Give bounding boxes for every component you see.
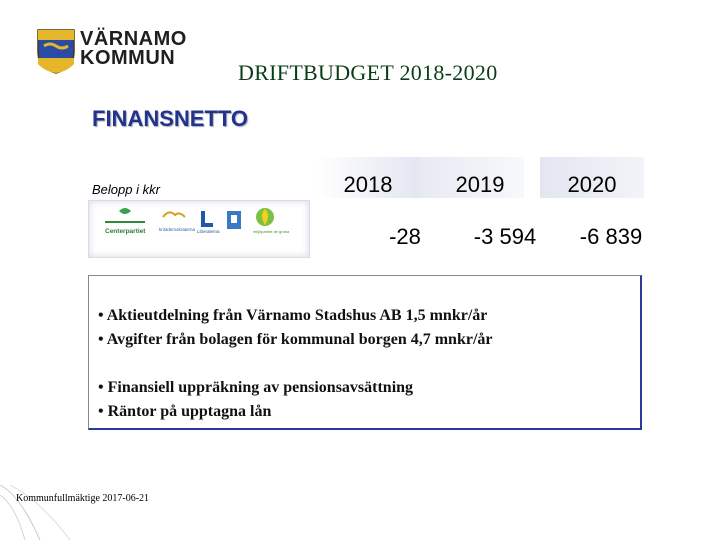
footer-date: Kommunfullmäktige 2017-06-21: [16, 493, 150, 504]
value-2020: -6 839: [579, 224, 643, 249]
party-logos-strip: [88, 200, 310, 258]
miljopartiet-logo: [253, 208, 290, 234]
document-title: DRIFTBUDGET 2018-2020: [238, 60, 498, 85]
org-name: [80, 30, 187, 68]
note-item: • Avgifter från bolagen för kommunal borgen 4,7 mnkr/år: [98, 331, 493, 348]
amount-unit-label: Belopp i kkr: [92, 182, 160, 197]
note-item: • Räntor på upptagna lån: [98, 403, 272, 420]
miljopartiet-logo-text: miljöpartiet de gröna: [253, 229, 290, 234]
section-title: FINANSNETTO: [92, 106, 249, 131]
note-text: Räntor på upptagna lån: [107, 403, 272, 420]
year-2020-header: 2020: [567, 172, 617, 197]
kristdemokraterna-logo: [159, 212, 196, 232]
note-item: • Finansiell uppräkning av pensionsavsättning: [98, 379, 414, 396]
org-name-line2: KOMMUN: [80, 47, 176, 69]
note-item: • Aktieutdelning från Värnamo Stadshus AB 1,5 mnkr/år: [98, 307, 488, 324]
liberalerna-logo: [197, 211, 220, 234]
centerpartiet-logo-text: Centerpartiet: [105, 228, 146, 235]
moderaterna-logo: [227, 211, 241, 229]
year-2018-header: 2018: [343, 172, 393, 197]
note-text: Avgifter från bolagen för kommunal borgen 4,7 mnkr/år: [106, 331, 493, 348]
org-name-line1: VÄRNAMO: [80, 28, 187, 50]
note-text: Aktieutdelning från Värnamo Stadshus AB 1,5 mnkr/år: [106, 307, 488, 324]
year-2019-header: 2019: [455, 172, 505, 197]
value-2018: -28: [389, 224, 421, 249]
value-2019: -3 594: [473, 224, 537, 249]
party-logos-graphic: [89, 201, 309, 257]
kristdemokraterna-logo-text: kristdemokraterna: [159, 227, 196, 232]
liberalerna-logo-text: Liberalerna: [197, 229, 220, 234]
note-text: Finansiell uppräkning av pensionsavsättning: [107, 379, 414, 396]
centerpartiet-logo: [105, 208, 146, 235]
